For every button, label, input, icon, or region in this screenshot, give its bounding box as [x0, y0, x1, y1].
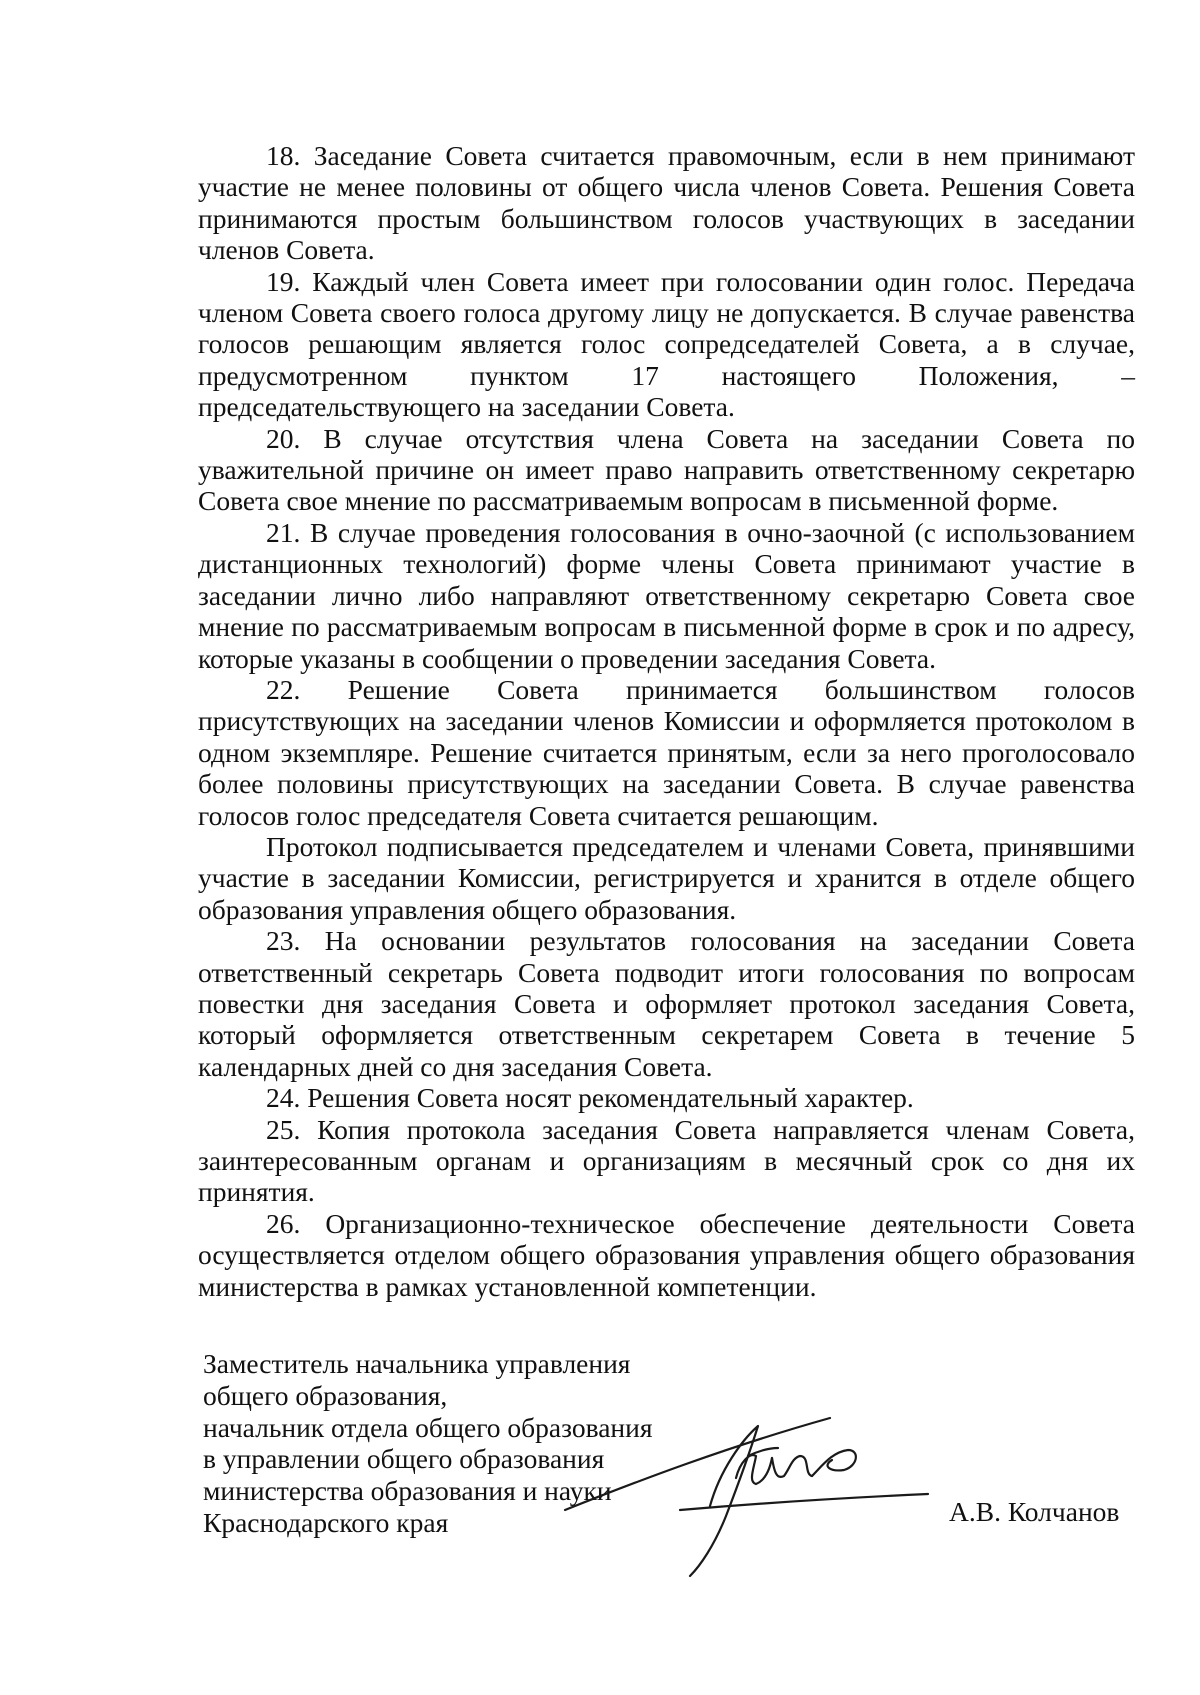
paragraph-26: 26. Организационно-техническое обеспечение деятельности Совета осуществляется отделом общего образования управления общего образования министерства в рамках установленной компетенции.	[198, 1207, 1135, 1302]
position-line: начальник отдела общего образования	[203, 1411, 653, 1443]
position-line: Краснодарского края	[203, 1506, 449, 1538]
handwritten-signature	[560, 1398, 930, 1578]
paragraph-20: 20. В случае отсутствия члена Совета на заседании Совета по уважительной причине он имеет право направить ответственному секретарю Совета свое мнение по рассматриваемым вопросам в письменной форме.	[198, 422, 1135, 517]
paragraph-25: 25. Копия протокола заседания Совета направляется членам Совета, заинтересованным органам и организациям в месячный срок со дня их принятия.	[198, 1113, 1135, 1208]
paragraph-18: 18. Заседание Совета считается правомочным, если в нем принимают участие не менее половины от общего числа членов Совета. Решения Совета принимаются простым большинством голосов участвующих в заседании членов Совета.	[198, 140, 1135, 266]
document-body	[198, 140, 1135, 1302]
position-line: общего образования,	[203, 1379, 448, 1411]
paragraph-protocol: Протокол подписывается председателем и членами Совета, принявшими участие в заседании Комиссии, регистрируется и хранится в отделе общего образования управления общего образования.	[198, 830, 1135, 925]
position-line: Заместитель начальника управления	[203, 1348, 631, 1379]
position-line: в управлении общего образования	[203, 1443, 605, 1475]
paragraph-22: 22. Решение Совета принимается большинством голосов присутствующих на заседании членов Комиссии и оформляется протоколом в одном экземпляре. Решение считается принятым, если за него проголосовало более половины присутствующих на заседании Совета. В случае равенства голосов голос председателя Совета считается решающим.	[198, 673, 1135, 831]
paragraph-23: 23. На основании результатов голосования на заседании Совета ответственный секретарь Совета подводит итоги голосования по вопросам повестки дня заседания Совета и оформляет протокол заседания Совета, который оформляется ответственным секретарем Совета в течение 5 календарных дней со дня заседания Совета.	[198, 925, 1135, 1082]
paragraph-24: 24. Решения Совета носят рекомендательный характер.	[266, 1082, 914, 1114]
position-line: министерства образования и науки	[203, 1475, 612, 1507]
signatory-name: А.В. Колчанов	[949, 1496, 1120, 1527]
paragraph-19: 19. Каждый член Совета имеет при голосовании один голос. Передача членом Совета своего голоса другому лицу не допускается. В случае равенства голосов решающим является голос сопредседателей Совета, а в случае, предусмотренном пунктом 17 настоящего Положения, – председательствующего на заседании Совета.	[198, 265, 1135, 423]
paragraph-21: 21. В случае проведения голосования в очно-заочной (с использованием дистанционных технологий) форме члены Совета принимают участие в заседании лично либо направляют ответственному секретарю Совета свое мнение по рассматриваемым вопросам в письменной форме в срок и по адресу, которые указаны в сообщении о проведении заседания Совета.	[198, 516, 1135, 674]
